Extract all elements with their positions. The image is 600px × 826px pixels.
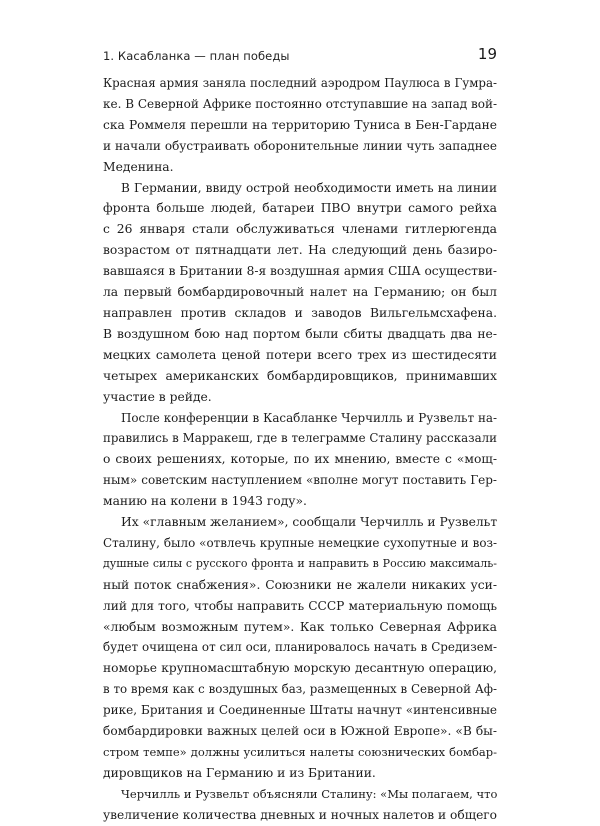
text-line: четырех американских бомбардировщиков, принимавших <box>103 368 497 383</box>
text-line: Красная армия заняла последний аэродром Паулюса в Гумра- <box>103 76 497 90</box>
text-line: рике, Британия и Соединенные Штаты начнут «интенсивные <box>103 703 497 718</box>
text-line: вавшаяся в Британии 8-я воздушная армия США осуществи- <box>103 264 497 279</box>
text-line: в то время как с воздушных баз, размещенных в Северной Аф- <box>103 682 497 697</box>
text-line: Черчилль и Рузвельт объясняли Сталину: «Мы полагаем, что <box>121 786 498 801</box>
text-line: дировщиков на Германию и из Британии. <box>103 765 376 780</box>
text-line: В Германии, ввиду острой необходимости иметь на линии <box>121 180 497 195</box>
text-line: мецких самолета ценой потери всего трех из шестидесяти <box>103 347 497 362</box>
chapter-title: 1. Касабланка — план победы <box>103 49 290 63</box>
body-text <box>103 73 497 826</box>
text-line: Их «главным желанием», сообщали Черчилль и Рузвельт <box>121 515 498 530</box>
text-line: фронта больше людей, батареи ПВО внутри самого рейха <box>103 201 497 216</box>
text-line: ным» советским наступлением «вполне могут поставить Гер- <box>103 473 497 488</box>
text-line: с 26 января стали обслуживаться членами гитлерюгенда <box>103 222 497 237</box>
text-line: номорье крупномасштабную морскую десантную операцию, <box>103 661 497 676</box>
text-line: В воздушном бою над портом были сбиты двадцать два не- <box>103 326 497 341</box>
text-line: возрастом от пятнадцати лет. На следующий день базиро- <box>103 243 497 258</box>
text-line: Меденина. <box>103 159 174 174</box>
text-line: Сталину, было «отвлечь крупные немецкие сухопутные и воз- <box>103 535 497 550</box>
text-line: стром темпе» должны усилиться налеты союзнических бомбар- <box>103 745 497 759</box>
text-line: о своих решениях, которые, по их мнению, вместе с «мощ- <box>103 452 497 467</box>
text-line: манию на колени в 1943 году». <box>103 494 307 509</box>
text-line: «любым возможным путем». Как только Северная Африка <box>103 619 497 634</box>
text-line: ска Роммеля перешли на территорию Туниса в Бен-Гардане <box>103 117 497 132</box>
text-line: направлен против складов и заводов Вильгельмсхафена. <box>103 305 497 320</box>
text-line: После конференции в Касабланке Черчилль и Рузвельт на- <box>121 410 497 425</box>
text-line: увеличение количества дневных и ночных налетов и общего <box>103 807 497 822</box>
text-line: ный поток снабжения». Союзники не жалели никаких уси- <box>103 577 497 592</box>
text-line: будет очищена от сил оси, планировалось начать в Средизем- <box>103 640 497 655</box>
page-number: 19 <box>477 45 497 63</box>
text-line: участие в рейде. <box>103 389 212 404</box>
text-line: ке. В Северной Африке постоянно отступавшие на запад вой- <box>103 96 498 111</box>
text-line: лий для того, чтобы направить СССР материальную помощь <box>103 598 497 613</box>
text-line: ла первый бомбардировочный налет на Германию; он был <box>103 285 497 300</box>
text-line: бомбардировки важных целей оси в Южной Европе». «В бы- <box>103 724 497 739</box>
text-line: правились в Марракеш, где в телеграмме Сталину рассказали <box>103 431 497 446</box>
text-line: и начали обустраивать оборонительные линии чуть западнее <box>103 138 497 153</box>
text-line: душные силы с русского фронта и направить в Россию максималь- <box>103 556 497 570</box>
running-head <box>103 45 497 68</box>
